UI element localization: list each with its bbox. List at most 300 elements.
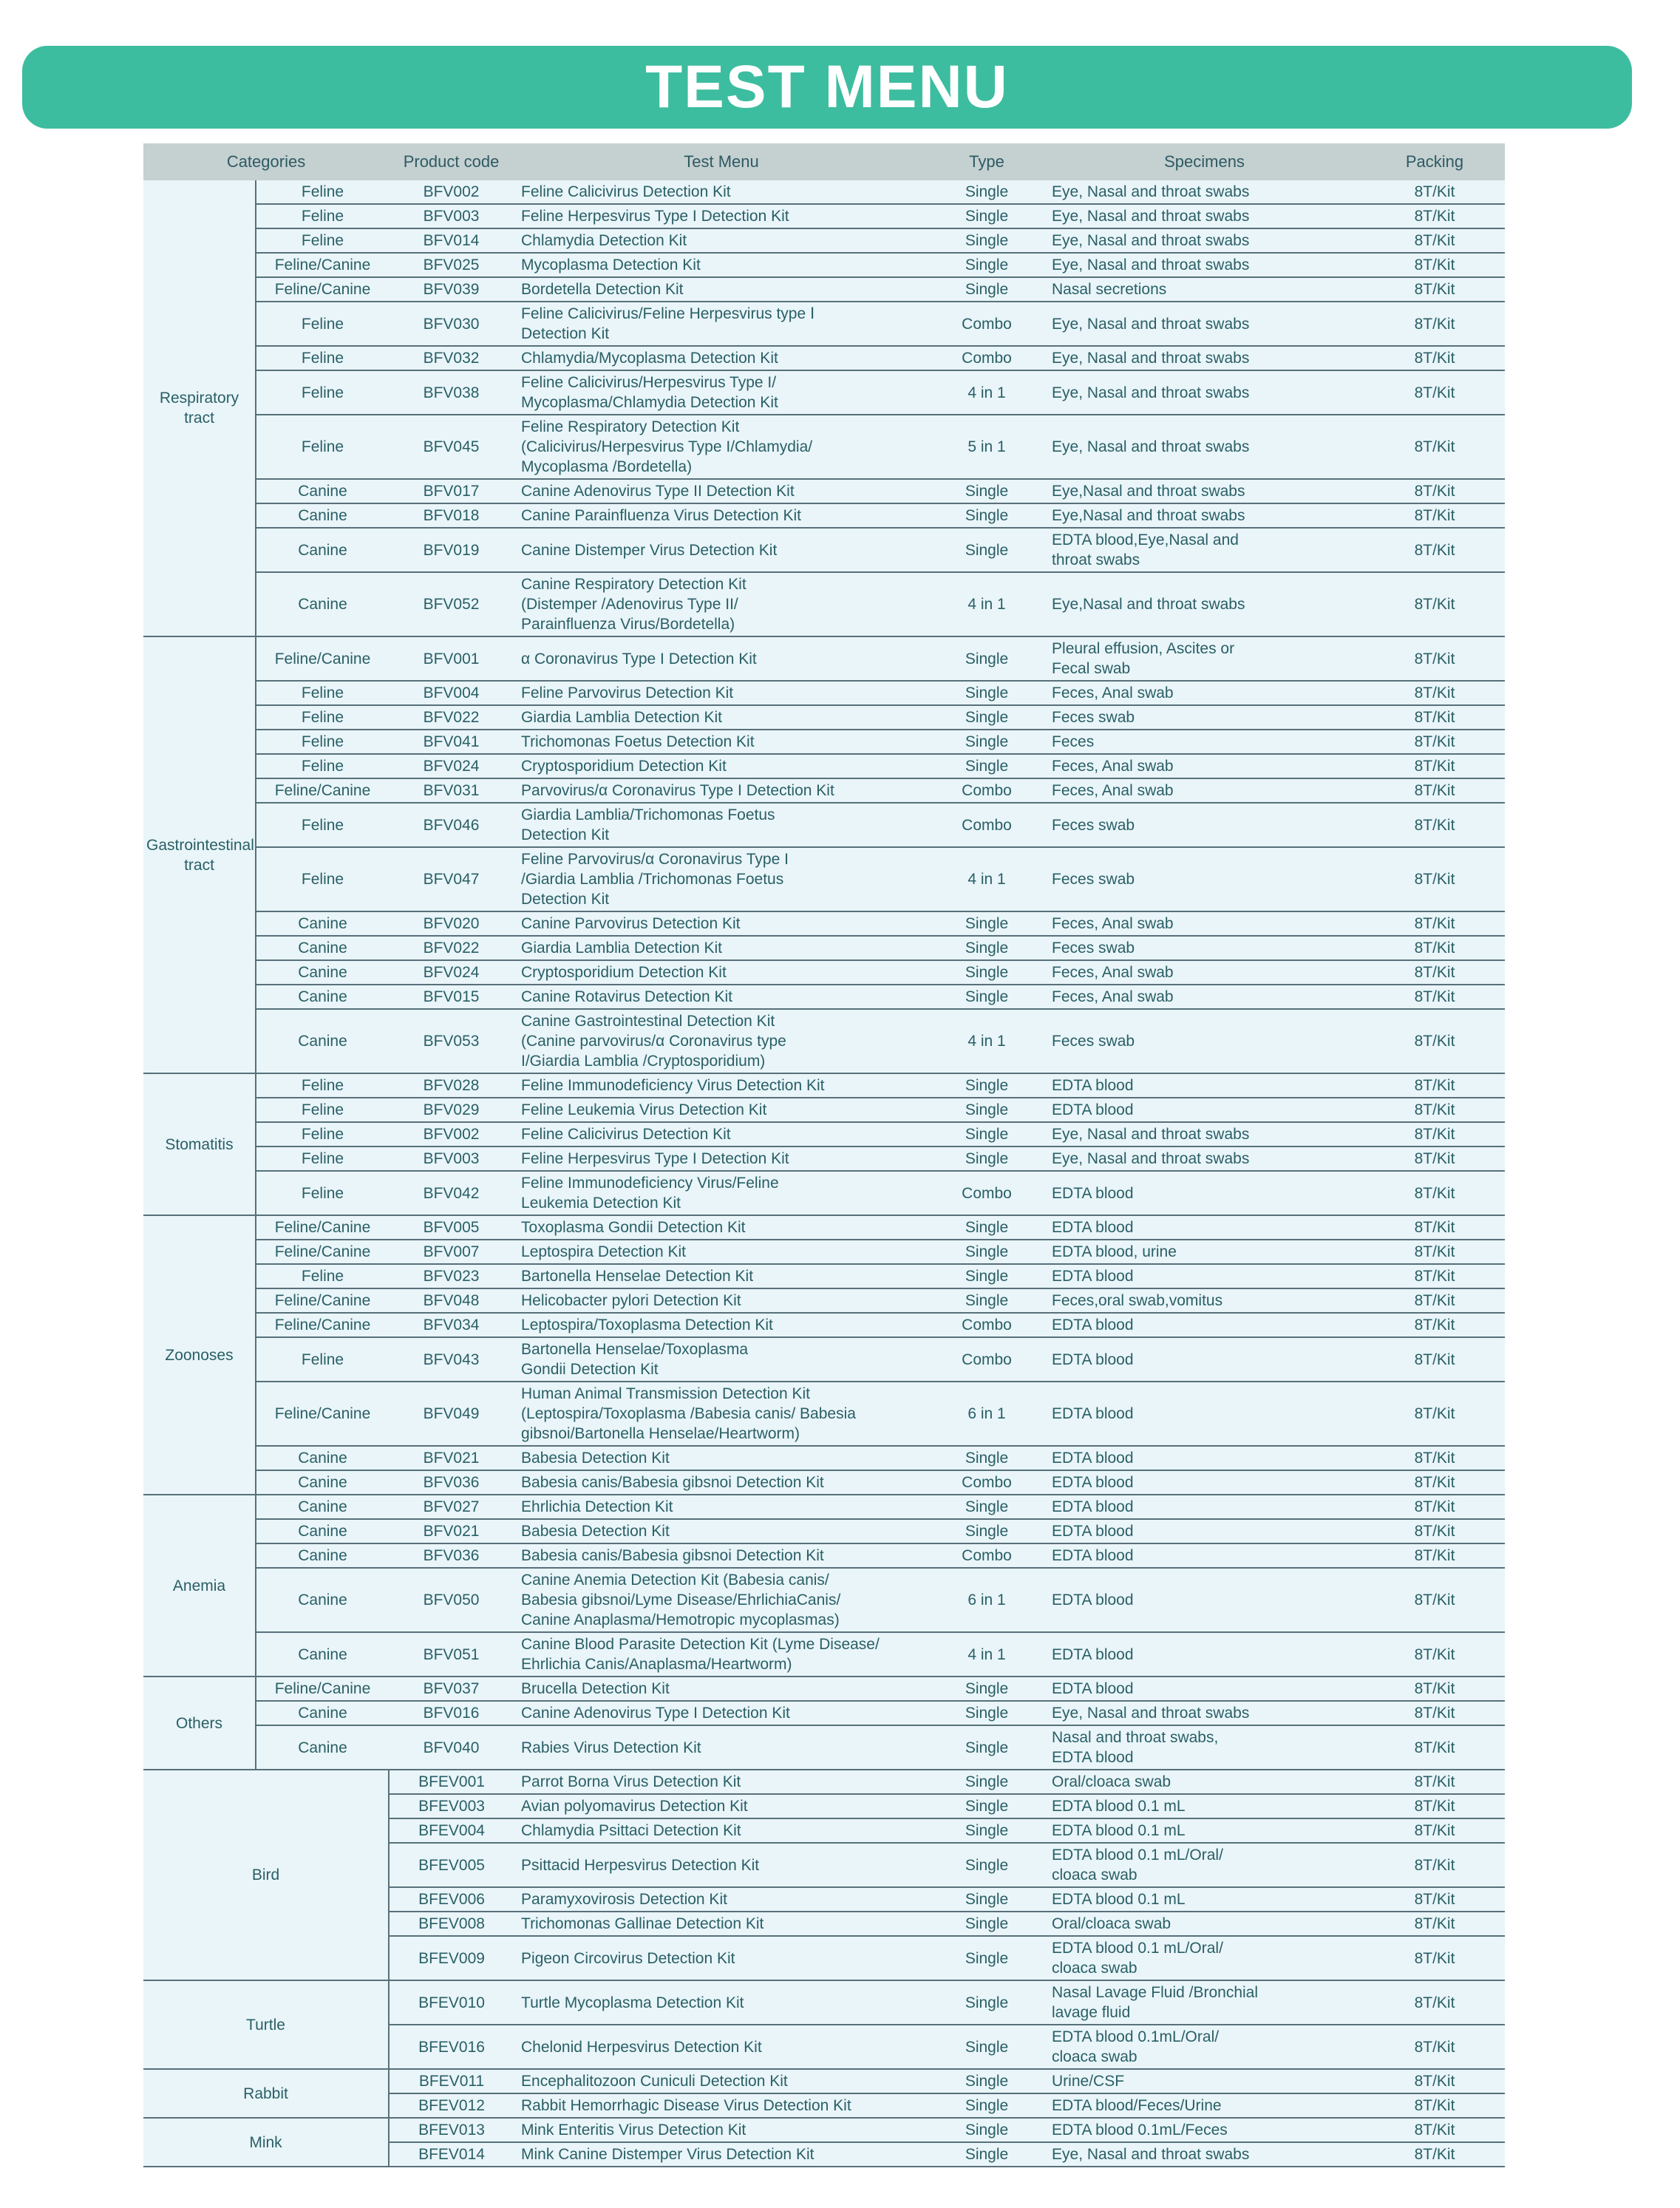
test-menu-cell: Giardia Lamblia Detection Kit — [514, 705, 929, 730]
test-menu-cell: Trichomonas Foetus Detection Kit — [514, 730, 929, 754]
product-code-cell: BFV021 — [389, 1446, 514, 1470]
type-cell: 4 in 1 — [929, 1009, 1044, 1073]
species-cell: Canine — [256, 1543, 389, 1568]
table-row — [143, 1313, 1505, 1337]
species-cell: Canine — [256, 1632, 389, 1677]
packing-cell: 8T/Kit — [1364, 847, 1505, 911]
specimens-cell: EDTA blood — [1044, 1073, 1364, 1098]
packing-cell: 8T/Kit — [1364, 1009, 1505, 1073]
table-row — [143, 503, 1505, 528]
packing-cell: 8T/Kit — [1364, 911, 1505, 936]
test-menu-cell: Ehrlichia Detection Kit — [514, 1495, 929, 1519]
product-code-cell: BFV025 — [389, 253, 514, 277]
type-cell: Single — [929, 1098, 1044, 1122]
product-code-cell: BFV029 — [389, 1098, 514, 1122]
product-code-cell: BFV007 — [389, 1240, 514, 1264]
specimens-cell: Feces, Anal swab — [1044, 681, 1364, 705]
test-menu-cell: Trichomonas Gallinae Detection Kit — [514, 1912, 929, 1936]
header-product-code: Product code — [389, 143, 514, 180]
specimens-cell: EDTA blood — [1044, 1264, 1364, 1288]
specimens-cell: Nasal and throat swabs, EDTA blood — [1044, 1725, 1364, 1770]
product-code-cell: BFV048 — [389, 1288, 514, 1313]
test-menu-cell: Feline Immunodeficiency Virus/Feline Leukemia Detection Kit — [514, 1171, 929, 1215]
type-cell: Single — [929, 528, 1044, 572]
specimens-cell: Feces, Anal swab — [1044, 985, 1364, 1009]
table-row — [143, 572, 1505, 636]
test-menu-cell: Cryptosporidium Detection Kit — [514, 960, 929, 985]
type-cell: 5 in 1 — [929, 415, 1044, 479]
test-menu-cell: Turtle Mycoplasma Detection Kit — [514, 1980, 929, 2025]
table-row — [143, 1632, 1505, 1677]
product-code-cell: BFV003 — [389, 204, 514, 228]
test-menu-cell: Psittacid Herpesvirus Detection Kit — [514, 1843, 929, 1887]
product-code-cell: BFEV013 — [389, 2118, 514, 2142]
product-code-cell: BFEV010 — [389, 1980, 514, 2025]
specimens-cell: EDTA blood 0.1 mL/Oral/ cloaca swab — [1044, 1936, 1364, 1980]
test-menu-cell: Feline Herpesvirus Type I Detection Kit — [514, 1147, 929, 1171]
specimens-cell: Urine/CSF — [1044, 2069, 1364, 2093]
species-cell: Feline/Canine — [256, 1677, 389, 1701]
table-row — [143, 1470, 1505, 1495]
packing-cell: 8T/Kit — [1364, 2025, 1505, 2069]
specimens-cell: EDTA blood — [1044, 1337, 1364, 1382]
test-menu-cell: Feline Calicivirus/Feline Herpesvirus type Ⅰ Detection Kit — [514, 302, 929, 346]
test-menu-cell: Canine Adenovirus Type II Detection Kit — [514, 479, 929, 503]
type-cell: Single — [929, 911, 1044, 936]
packing-cell: 8T/Kit — [1364, 2093, 1505, 2118]
specimens-cell: Eye, Nasal and throat swabs — [1044, 2142, 1364, 2167]
species-cell: Canine — [256, 1568, 389, 1632]
packing-cell: 8T/Kit — [1364, 277, 1505, 302]
type-cell: Single — [929, 1288, 1044, 1313]
species-cell: Canine — [256, 1495, 389, 1519]
type-cell: Single — [929, 1794, 1044, 1818]
packing-cell: 8T/Kit — [1364, 1519, 1505, 1543]
page-title: TEST MENU — [645, 53, 1009, 120]
species-cell: Feline — [256, 204, 389, 228]
table-row — [143, 1073, 1505, 1098]
header-specimens: Specimens — [1044, 143, 1364, 180]
packing-cell: 8T/Kit — [1364, 1912, 1505, 1936]
species-cell: Canine — [256, 572, 389, 636]
type-cell: Single — [929, 1818, 1044, 1843]
product-code-cell: BFEV006 — [389, 1887, 514, 1912]
specimens-cell: Eye, Nasal and throat swabs — [1044, 204, 1364, 228]
header-type: Type — [929, 143, 1044, 180]
test-menu-cell: Feline Parvovirus/α Coronavirus Type I /Giardia Lamblia /Trichomonas Foetus Detection Kit — [514, 847, 929, 911]
product-code-cell: BFV021 — [389, 1519, 514, 1543]
packing-cell: 8T/Kit — [1364, 1818, 1505, 1843]
specimens-cell: Feces,oral swab,vomitus — [1044, 1288, 1364, 1313]
species-cell: Canine — [256, 960, 389, 985]
test-menu-table — [143, 143, 1505, 2167]
type-cell: Combo — [929, 778, 1044, 803]
table-row — [143, 1701, 1505, 1725]
product-code-cell: BFV034 — [389, 1313, 514, 1337]
packing-cell: 8T/Kit — [1364, 1313, 1505, 1337]
product-code-cell: BFV045 — [389, 415, 514, 479]
packing-cell: 8T/Kit — [1364, 1495, 1505, 1519]
packing-cell: 8T/Kit — [1364, 1240, 1505, 1264]
product-code-cell: BFV047 — [389, 847, 514, 911]
table-row — [143, 1009, 1505, 1073]
packing-cell: 8T/Kit — [1364, 778, 1505, 803]
type-cell: Single — [929, 204, 1044, 228]
test-menu-cell: Feline Leukemia Virus Detection Kit — [514, 1098, 929, 1122]
table-row — [143, 911, 1505, 936]
type-cell: Single — [929, 705, 1044, 730]
specimens-cell: EDTA blood — [1044, 1098, 1364, 1122]
packing-cell: 8T/Kit — [1364, 415, 1505, 479]
test-menu-cell: Pigeon Circovirus Detection Kit — [514, 1936, 929, 1980]
species-cell: Feline — [256, 681, 389, 705]
test-menu-cell: Feline Immunodeficiency Virus Detection Kit — [514, 1073, 929, 1098]
test-menu-cell: Feline Calicivirus Detection Kit — [514, 180, 929, 204]
table-row — [143, 1240, 1505, 1264]
specimens-cell: EDTA blood 0.1 mL — [1044, 1794, 1364, 1818]
header-packing: Packing — [1364, 143, 1505, 180]
product-code-cell: BFV027 — [389, 1495, 514, 1519]
product-code-cell: BFV051 — [389, 1632, 514, 1677]
packing-cell: 8T/Kit — [1364, 228, 1505, 253]
packing-cell: 8T/Kit — [1364, 1215, 1505, 1240]
table-row — [143, 204, 1505, 228]
table-row — [143, 228, 1505, 253]
species-cell: Canine — [256, 1446, 389, 1470]
species-cell: Feline — [256, 1147, 389, 1171]
type-cell: Single — [929, 1495, 1044, 1519]
species-cell: Feline/Canine — [256, 1313, 389, 1337]
product-code-cell: BFV022 — [389, 705, 514, 730]
specimens-cell: Feces swab — [1044, 1009, 1364, 1073]
packing-cell: 8T/Kit — [1364, 936, 1505, 960]
test-menu-cell: Feline Respiratory Detection Kit (Calicivirus/Herpesvirus Type I/Chlamydia/ Mycoplasma /Bordetella) — [514, 415, 929, 479]
table-row — [143, 960, 1505, 985]
packing-cell: 8T/Kit — [1364, 681, 1505, 705]
table-row — [143, 253, 1505, 277]
type-cell: Single — [929, 228, 1044, 253]
species-cell: Feline/Canine — [256, 1240, 389, 1264]
type-cell: Single — [929, 985, 1044, 1009]
category-cell: Others — [143, 1677, 256, 1770]
table-row — [143, 1337, 1505, 1382]
packing-cell: 8T/Kit — [1364, 479, 1505, 503]
table-row — [143, 1770, 1505, 1794]
type-cell: Single — [929, 1770, 1044, 1794]
table-row — [143, 1568, 1505, 1632]
type-cell: Single — [929, 730, 1044, 754]
species-cell: Canine — [256, 936, 389, 960]
test-menu-cell: Mink Enteritis Virus Detection Kit — [514, 2118, 929, 2142]
type-cell: Single — [929, 2142, 1044, 2167]
test-menu-cell: Chelonid Herpesvirus Detection Kit — [514, 2025, 929, 2069]
packing-cell: 8T/Kit — [1364, 1936, 1505, 1980]
species-cell: Canine — [256, 911, 389, 936]
test-menu-cell: Canine Blood Parasite Detection Kit (Lyme Disease/ Ehrlichia Canis/Anaplasma/Heartworm) — [514, 1632, 929, 1677]
type-cell: Single — [929, 277, 1044, 302]
species-cell: Feline — [256, 415, 389, 479]
packing-cell: 8T/Kit — [1364, 960, 1505, 985]
product-code-cell: BFV018 — [389, 503, 514, 528]
species-cell: Feline/Canine — [256, 277, 389, 302]
test-menu-cell: Parrot Borna Virus Detection Kit — [514, 1770, 929, 1794]
test-menu-cell: Chlamydia Psittaci Detection Kit — [514, 1818, 929, 1843]
packing-cell: 8T/Kit — [1364, 1887, 1505, 1912]
product-code-cell: BFV023 — [389, 1264, 514, 1288]
packing-cell: 8T/Kit — [1364, 1632, 1505, 1677]
specimens-cell: Eye,Nasal and throat swabs — [1044, 572, 1364, 636]
table-row — [143, 1980, 1505, 2025]
species-cell: Feline — [256, 1073, 389, 1098]
specimens-cell: Oral/cloaca swab — [1044, 1912, 1364, 1936]
category-cell: Stomatitis — [143, 1073, 256, 1215]
product-code-cell: BFV038 — [389, 370, 514, 415]
test-menu-cell: Human Animal Transmission Detection Kit (Leptospira/Toxoplasma /Babesia canis/ Babesia gibsnoi/Bartonella Henselae/Heartworm) — [514, 1382, 929, 1446]
test-menu-cell: Bartonella Henselae Detection Kit — [514, 1264, 929, 1288]
species-cell: Feline — [256, 370, 389, 415]
specimens-cell: Eye,Nasal and throat swabs — [1044, 503, 1364, 528]
test-menu-cell: Helicobacter pylori Detection Kit — [514, 1288, 929, 1313]
packing-cell: 8T/Kit — [1364, 370, 1505, 415]
table-row — [143, 985, 1505, 1009]
test-menu-cell: Leptospira Detection Kit — [514, 1240, 929, 1264]
specimens-cell: Feces swab — [1044, 847, 1364, 911]
species-cell: Feline — [256, 1098, 389, 1122]
product-code-cell: BFEV001 — [389, 1770, 514, 1794]
packing-cell: 8T/Kit — [1364, 572, 1505, 636]
type-cell: Single — [929, 2093, 1044, 2118]
product-code-cell: BFV002 — [389, 1122, 514, 1147]
type-cell: Single — [929, 960, 1044, 985]
table-row — [143, 479, 1505, 503]
specimens-cell: EDTA blood 0.1mL/Oral/ cloaca swab — [1044, 2025, 1364, 2069]
table-row — [143, 1288, 1505, 1313]
test-menu-cell: Canine Parainfluenza Virus Detection Kit — [514, 503, 929, 528]
species-cell: Feline — [256, 228, 389, 253]
packing-cell: 8T/Kit — [1364, 1147, 1505, 1171]
species-cell: Canine — [256, 528, 389, 572]
species-cell: Canine — [256, 1009, 389, 1073]
packing-cell: 8T/Kit — [1364, 1980, 1505, 2025]
specimens-cell: Eye, Nasal and throat swabs — [1044, 1122, 1364, 1147]
table-row — [143, 936, 1505, 960]
packing-cell: 8T/Kit — [1364, 985, 1505, 1009]
type-cell: Single — [929, 754, 1044, 778]
table-header-row — [143, 143, 1505, 180]
type-cell: Single — [929, 1843, 1044, 1887]
packing-cell: 8T/Kit — [1364, 1725, 1505, 1770]
packing-cell: 8T/Kit — [1364, 2069, 1505, 2093]
species-cell: Canine — [256, 1725, 389, 1770]
packing-cell: 8T/Kit — [1364, 1073, 1505, 1098]
species-cell: Feline — [256, 847, 389, 911]
packing-cell: 8T/Kit — [1364, 1568, 1505, 1632]
category-cell: Turtle — [143, 1980, 389, 2069]
product-code-cell: BFV040 — [389, 1725, 514, 1770]
product-code-cell: BFV005 — [389, 1215, 514, 1240]
species-cell: Canine — [256, 479, 389, 503]
species-cell: Feline — [256, 1337, 389, 1382]
packing-cell: 8T/Kit — [1364, 1470, 1505, 1495]
product-code-cell: BFV037 — [389, 1677, 514, 1701]
test-menu-cell: Mink Canine Distemper Virus Detection Kit — [514, 2142, 929, 2167]
packing-cell: 8T/Kit — [1364, 253, 1505, 277]
product-code-cell: BFV042 — [389, 1171, 514, 1215]
species-cell: Feline — [256, 1264, 389, 1288]
product-code-cell: BFV049 — [389, 1382, 514, 1446]
specimens-cell: EDTA blood — [1044, 1313, 1364, 1337]
product-code-cell: BFEV005 — [389, 1843, 514, 1887]
packing-cell: 8T/Kit — [1364, 1677, 1505, 1701]
test-menu-cell: Brucella Detection Kit — [514, 1677, 929, 1701]
type-cell: Combo — [929, 1470, 1044, 1495]
specimens-cell: EDTA blood — [1044, 1632, 1364, 1677]
specimens-cell: Eye, Nasal and throat swabs — [1044, 228, 1364, 253]
product-code-cell: BFEV004 — [389, 1818, 514, 1843]
species-cell: Feline/Canine — [256, 1215, 389, 1240]
table-row — [143, 1382, 1505, 1446]
specimens-cell: Feces — [1044, 730, 1364, 754]
product-code-cell: BFV052 — [389, 572, 514, 636]
type-cell: Single — [929, 479, 1044, 503]
specimens-cell: EDTA blood — [1044, 1382, 1364, 1446]
specimens-cell: Pleural effusion, Ascites or Fecal swab — [1044, 636, 1364, 681]
product-code-cell: BFV001 — [389, 636, 514, 681]
test-menu-cell: Feline Calicivirus/Herpesvirus Type I/ Mycoplasma/Chlamydia Detection Kit — [514, 370, 929, 415]
species-cell: Canine — [256, 1519, 389, 1543]
type-cell: Combo — [929, 1171, 1044, 1215]
species-cell: Canine — [256, 985, 389, 1009]
type-cell: Single — [929, 1677, 1044, 1701]
specimens-cell: EDTA blood — [1044, 1171, 1364, 1215]
packing-cell: 8T/Kit — [1364, 1288, 1505, 1313]
packing-cell: 8T/Kit — [1364, 180, 1505, 204]
test-menu-cell: Babesia canis/Babesia gibsnoi Detection Kit — [514, 1543, 929, 1568]
type-cell: Single — [929, 1147, 1044, 1171]
product-code-cell: BFV043 — [389, 1337, 514, 1382]
specimens-cell: Eye, Nasal and throat swabs — [1044, 253, 1364, 277]
type-cell: Single — [929, 636, 1044, 681]
species-cell: Canine — [256, 1470, 389, 1495]
species-cell: Feline/Canine — [256, 253, 389, 277]
type-cell: Combo — [929, 803, 1044, 847]
product-code-cell: BFV022 — [389, 936, 514, 960]
type-cell: Single — [929, 253, 1044, 277]
specimens-cell: EDTA blood, urine — [1044, 1240, 1364, 1264]
type-cell: Single — [929, 1073, 1044, 1098]
type-cell: 4 in 1 — [929, 370, 1044, 415]
table-row — [143, 636, 1505, 681]
table-row — [143, 1122, 1505, 1147]
product-code-cell: BFV039 — [389, 277, 514, 302]
test-menu-cell: Canine Adenovirus Type I Detection Kit — [514, 1701, 929, 1725]
table-row — [143, 1171, 1505, 1215]
packing-cell: 8T/Kit — [1364, 2142, 1505, 2167]
type-cell: Single — [929, 1912, 1044, 1936]
type-cell: Single — [929, 681, 1044, 705]
test-menu-cell: Feline Parvovirus Detection Kit — [514, 681, 929, 705]
test-menu-cell: Chlamydia Detection Kit — [514, 228, 929, 253]
test-menu-cell: Cryptosporidium Detection Kit — [514, 754, 929, 778]
specimens-cell: Eye, Nasal and throat swabs — [1044, 346, 1364, 370]
category-cell: Anemia — [143, 1495, 256, 1677]
table-row — [143, 415, 1505, 479]
specimens-cell: Eye, Nasal and throat swabs — [1044, 180, 1364, 204]
packing-cell: 8T/Kit — [1364, 346, 1505, 370]
header-categories: Categories — [143, 143, 389, 180]
specimens-cell: Eye, Nasal and throat swabs — [1044, 370, 1364, 415]
specimens-cell: Feces, Anal swab — [1044, 754, 1364, 778]
title-banner — [22, 46, 1632, 129]
species-cell: Feline/Canine — [256, 636, 389, 681]
product-code-cell: BFEV012 — [389, 2093, 514, 2118]
product-code-cell: BFV053 — [389, 1009, 514, 1073]
table-row — [143, 754, 1505, 778]
type-cell: Single — [929, 1122, 1044, 1147]
specimens-cell: Nasal secretions — [1044, 277, 1364, 302]
category-cell: Rabbit — [143, 2069, 389, 2118]
specimens-cell: Oral/cloaca swab — [1044, 1770, 1364, 1794]
type-cell: 4 in 1 — [929, 847, 1044, 911]
test-menu-cell: Chlamydia/Mycoplasma Detection Kit — [514, 346, 929, 370]
packing-cell: 8T/Kit — [1364, 754, 1505, 778]
test-menu-cell: Giardia Lamblia/Trichomonas Foetus Detection Kit — [514, 803, 929, 847]
table-row — [143, 370, 1505, 415]
specimens-cell: Eye, Nasal and throat swabs — [1044, 302, 1364, 346]
type-cell: Single — [929, 1519, 1044, 1543]
type-cell: Single — [929, 503, 1044, 528]
product-code-cell: BFV024 — [389, 960, 514, 985]
table-row — [143, 705, 1505, 730]
specimens-cell: Feces, Anal swab — [1044, 911, 1364, 936]
type-cell: Single — [929, 2025, 1044, 2069]
table-row — [143, 847, 1505, 911]
table-row — [143, 730, 1505, 754]
product-code-cell: BFV004 — [389, 681, 514, 705]
product-code-cell: BFV036 — [389, 1543, 514, 1568]
species-cell: Canine — [256, 503, 389, 528]
category-cell: Gastrointestinal tract — [143, 636, 256, 1073]
type-cell: Combo — [929, 1313, 1044, 1337]
table-row — [143, 277, 1505, 302]
test-menu-cell: Canine Distemper Virus Detection Kit — [514, 528, 929, 572]
packing-cell: 8T/Kit — [1364, 2118, 1505, 2142]
specimens-cell: EDTA blood — [1044, 1470, 1364, 1495]
table-row — [143, 1098, 1505, 1122]
specimens-cell: EDTA blood — [1044, 1519, 1364, 1543]
type-cell: Combo — [929, 302, 1044, 346]
table-row — [143, 681, 1505, 705]
product-code-cell: BFEV011 — [389, 2069, 514, 2093]
packing-cell: 8T/Kit — [1364, 1770, 1505, 1794]
test-menu-cell: Avian polyomavirus Detection Kit — [514, 1794, 929, 1818]
table-row — [143, 528, 1505, 572]
packing-cell: 8T/Kit — [1364, 730, 1505, 754]
product-code-cell: BFV028 — [389, 1073, 514, 1098]
specimens-cell: EDTA blood,Eye,Nasal and throat swabs — [1044, 528, 1364, 572]
species-cell: Feline — [256, 346, 389, 370]
test-menu-cell: Canine Parvovirus Detection Kit — [514, 911, 929, 936]
test-menu-cell: Toxoplasma Gondii Detection Kit — [514, 1215, 929, 1240]
category-cell: Respiratory tract — [143, 180, 256, 636]
table-row — [143, 2069, 1505, 2093]
table-row — [143, 1519, 1505, 1543]
product-code-cell: BFEV008 — [389, 1912, 514, 1936]
product-code-cell: BFV003 — [389, 1147, 514, 1171]
type-cell: Combo — [929, 1543, 1044, 1568]
test-menu-cell: Feline Calicivirus Detection Kit — [514, 1122, 929, 1147]
species-cell: Feline/Canine — [256, 778, 389, 803]
